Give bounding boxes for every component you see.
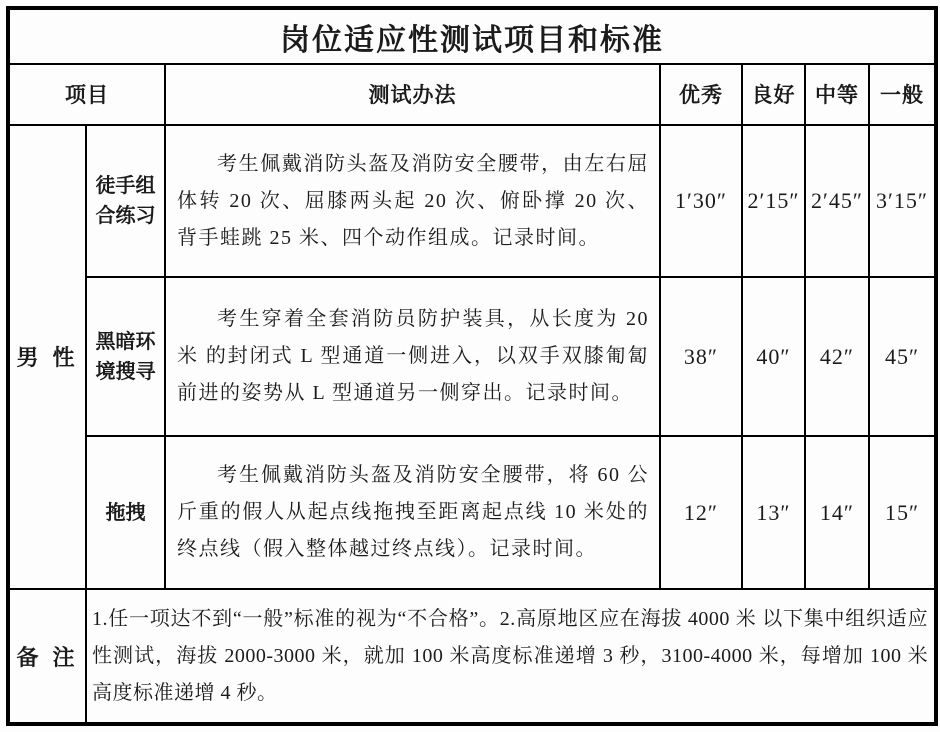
remark-row — [8, 589, 936, 724]
title-row — [8, 8, 936, 64]
method-description-cell — [165, 125, 660, 278]
value-general: 15″ — [869, 436, 936, 589]
group-male-label: 男 性 — [8, 125, 86, 590]
value-excellent: 1′30″ — [660, 125, 742, 278]
header-grade-medium: 中等 — [805, 64, 869, 124]
value-medium: 14″ — [805, 436, 869, 589]
method-description-cell — [165, 277, 660, 436]
table-row — [8, 125, 936, 278]
test-standards-table — [6, 6, 938, 726]
header-project: 项目 — [8, 64, 165, 124]
method-description-text: 考生佩戴消防头盔及消防安全腰带，由左右屈 体转 20 次、屈膝两头起 20 次、俯卧撑 20 次、背手蛙跳 25 米、四个动作组成。记录时间。 — [177, 152, 649, 249]
value-medium: 42″ — [805, 277, 869, 436]
value-good: 2′15″ — [742, 125, 805, 278]
remark-text: 1.任一项达不到“一般”标准的视为“不合格”。2.高原地区应在海拔 4000 米 以下集中组织适应性测试，海拔 2000-3000 米，就加 100 米高度标准递增 3 秒，3100-4000 米，每增加 100 米高度标准递增 4 秒。 — [86, 589, 936, 724]
item-name-drag: 拖拽 — [86, 436, 165, 589]
value-general: 45″ — [869, 277, 936, 436]
document-sheet — [6, 6, 934, 726]
remark-label: 备 注 — [8, 589, 86, 724]
item-name-dark-search: 黑暗环境搜寻 — [86, 277, 165, 436]
value-excellent: 12″ — [660, 436, 742, 589]
method-description-text: 考生穿着全套消防员防护装具，从长度为 20 米 的封闭式 L 型通道一侧进入，以双手双膝匍匐前进的姿势从 L 型通道另一侧穿出。记录时间。 — [177, 308, 649, 405]
value-good: 13″ — [742, 436, 805, 589]
value-general: 3′15″ — [869, 125, 936, 278]
header-grade-general: 一般 — [869, 64, 936, 124]
value-medium: 2′45″ — [805, 125, 869, 278]
table-row — [8, 277, 936, 436]
table-title: 岗位适应性测试项目和标准 — [8, 8, 936, 64]
header-row — [8, 64, 936, 124]
method-description-cell — [165, 436, 660, 589]
value-excellent: 38″ — [660, 277, 742, 436]
value-good: 40″ — [742, 277, 805, 436]
method-description-text: 考生佩戴消防头盔及消防安全腰带，将 60 公斤重的假人从起点线拖拽至距离起点线 10 米处的终点线（假入整体越过终点线）。记录时间。 — [177, 464, 649, 561]
item-name-freehand-drill: 徒手组合练习 — [86, 125, 165, 278]
header-grade-excellent: 优秀 — [660, 64, 742, 124]
header-method: 测试办法 — [165, 64, 660, 124]
header-grade-good: 良好 — [742, 64, 805, 124]
table-row — [8, 436, 936, 589]
